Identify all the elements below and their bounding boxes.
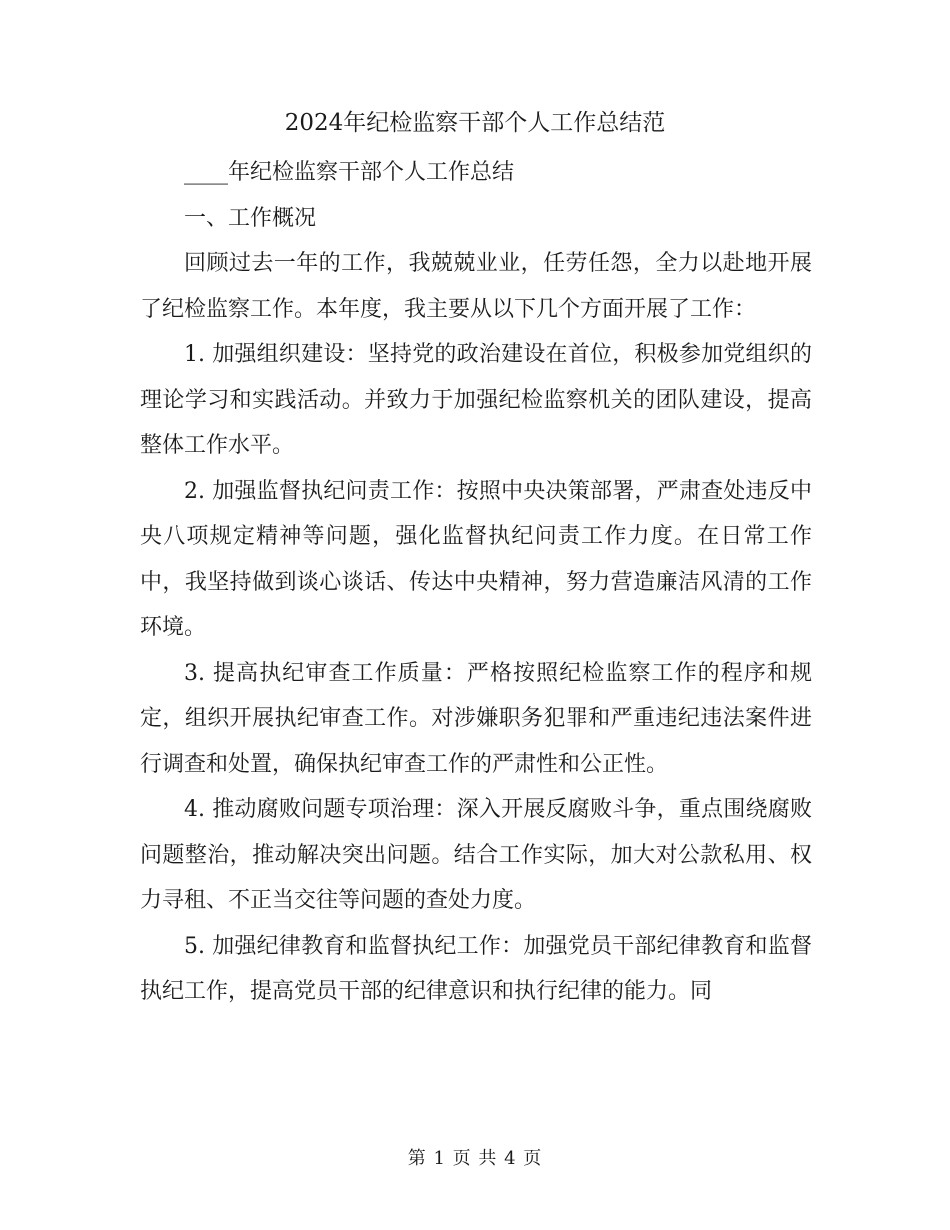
document-body [140,150,812,1015]
document-title: 2024年纪检监察干部个人工作总结范 [284,110,666,136]
paragraph-item-2: 2. 加强监督执纪问责工作：按照中央决策部署，严肃查处违反中央八项规定精神等问题，强化监督执纪问责工作力度。在日常工作中，我坚持做到谈心谈话、传达中央精神，努力营造廉洁风清的工作环境。 [140,478,812,640]
paragraph-item-4: 4. 推动腐败问题专项治理：深入开展反腐败斗争，重点围绕腐败问题整治，推动解决突出问题。结合工作实际，加大对公款私用、权力寻租、不正当交往等问题的查处力度。 [140,797,812,913]
document-subtitle: ____年纪检监察干部个人工作总结 [184,160,515,185]
paragraph-overview: 回顾过去一年的工作，我兢兢业业，任劳任怨，全力以赴地开展了纪检监察工作。本年度，我主要从以下几个方面开展了工作： [140,251,812,322]
section-heading: 一、工作概况 [184,205,317,231]
page-number-footer: 第 1 页 共 4 页 [407,1148,543,1169]
paragraph-item-5: 5. 加强纪律教育和监督执纪工作：加强党员干部纪律教育和监督执纪工作，提高党员干部的纪律意识和执行纪律的能力。同 [140,933,812,1004]
paragraph-item-3: 3. 提高执纪审查工作质量：严格按照纪检监察工作的程序和规定，组织开展执纪审查工作。对涉嫌职务犯罪和严重违纪违法案件进行调查和处置，确保执纪审查工作的严肃性和公正性。 [140,660,812,777]
paragraph-item-1: 1. 加强组织建设：坚持党的政治建设在首位，积极参加党组织的理论学习和实践活动。并致力于加强纪检监察机关的团队建设，提高整体工作水平。 [140,342,812,458]
